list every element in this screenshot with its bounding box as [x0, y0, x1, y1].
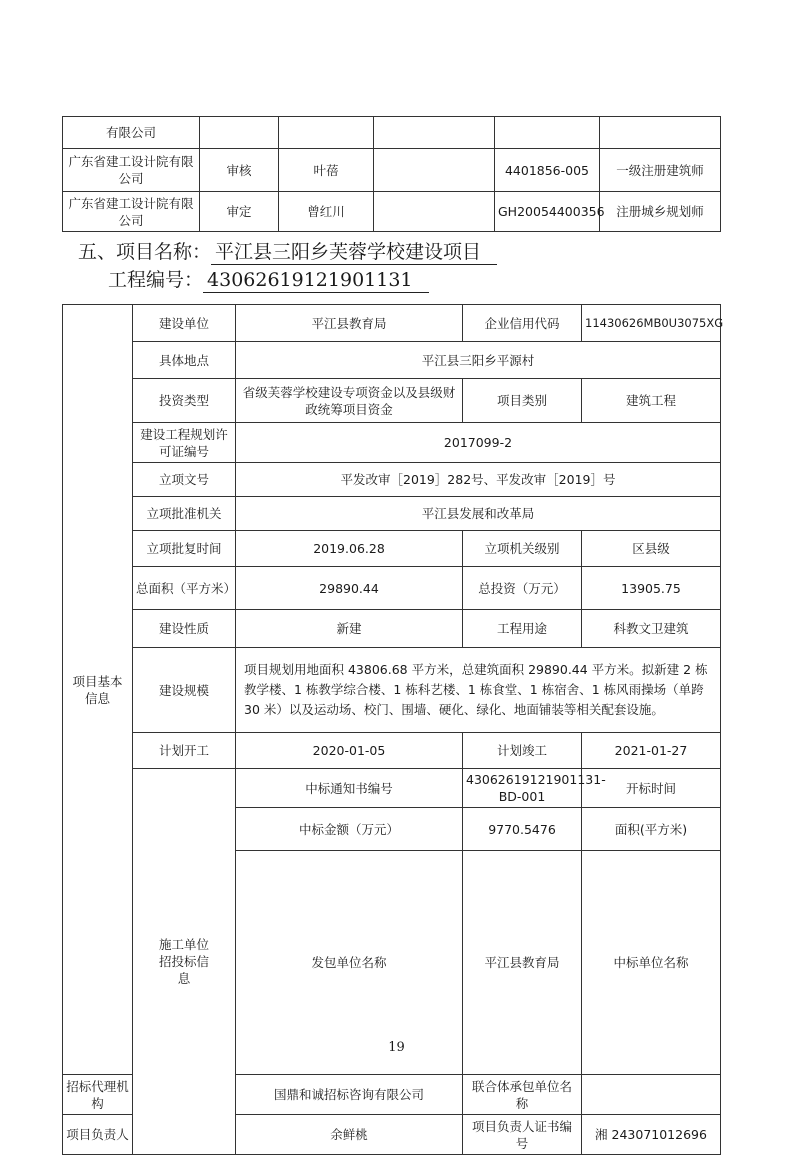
planned-completion-label: 计划竣工 — [463, 733, 582, 769]
area-label: 面积(平方米) — [582, 808, 721, 851]
table-row — [63, 342, 721, 379]
project-code-value: 43062619121901131 — [203, 268, 429, 293]
name-cell — [279, 117, 374, 149]
planned-completion-value: 2021-01-27 — [582, 733, 721, 769]
approval-doc-value: 平发改审［2019］282号、平发改审［2019］号 — [236, 463, 721, 497]
nature-label: 建设性质 — [133, 610, 236, 648]
qualification-cell: 注册城乡规划师 — [600, 192, 721, 232]
table-row — [63, 567, 721, 610]
table-row — [63, 379, 721, 423]
company-cell: 有限公司 — [63, 117, 200, 149]
table-row — [63, 733, 721, 769]
blank-cell — [374, 149, 495, 192]
cert-cell — [495, 117, 600, 149]
manager-cert-label: 项目负责人证书编号 — [463, 1115, 582, 1155]
bidding-section-text: 施工单位招投标信息 — [158, 937, 209, 986]
project-info-table — [62, 304, 724, 1155]
consortium-label: 联合体承包单位名称 — [463, 1075, 582, 1115]
name-cell: 曾红川 — [279, 192, 374, 232]
authority-level-value: 区县级 — [582, 531, 721, 567]
manager-label: 项目负责人 — [63, 1115, 133, 1155]
table-row — [63, 531, 721, 567]
approval-date-value: 2019.06.28 — [236, 531, 463, 567]
approval-authority-value: 平江县发展和改革局 — [236, 497, 721, 531]
purpose-value: 科教文卫建筑 — [582, 610, 721, 648]
total-area-label: 总面积（平方米） — [133, 567, 236, 610]
location-label: 具体地点 — [133, 342, 236, 379]
bid-open-label: 开标时间 — [582, 769, 721, 808]
table-row — [63, 610, 721, 648]
project-name-heading — [78, 240, 497, 265]
construction-unit-value: 平江县教育局 — [236, 305, 463, 342]
location-value: 平江县三阳乡平源村 — [236, 342, 721, 379]
winning-unit-label: 中标单位名称 — [582, 851, 721, 1075]
manager-value: 余鲜桃 — [236, 1115, 463, 1155]
credit-code-label: 企业信用代码 — [463, 305, 582, 342]
contracting-unit-label: 发包单位名称 — [236, 851, 463, 1075]
project-name-label: 五、项目名称： — [78, 241, 212, 263]
table-row — [63, 423, 721, 463]
table-row — [63, 117, 721, 149]
total-investment-label: 总投资（万元） — [463, 567, 582, 610]
permit-label: 建设工程规划许可证编号 — [133, 423, 236, 463]
bid-amount-label: 中标金额（万元） — [236, 808, 463, 851]
contracting-unit-value: 平江县教育局 — [463, 851, 582, 1075]
table-row — [63, 497, 721, 531]
authority-level-label: 立项机关级别 — [463, 531, 582, 567]
qualification-cell: 一级注册建筑师 — [600, 149, 721, 192]
manager-cert-value: 湘 243071012696 — [582, 1115, 721, 1155]
total-area-value: 29890.44 — [236, 567, 463, 610]
approval-doc-label: 立项文号 — [133, 463, 236, 497]
bidding-section-label — [133, 769, 236, 1155]
table-row — [63, 648, 721, 733]
project-code-label: 工程编号： — [108, 269, 204, 291]
scale-value: 项目规划用地面积 43806.68 平方米，总建筑面积 29890.44 平方米。拟新建 2 栋教学楼、1 栋教学综合楼、1 栋科艺楼、1 栋食堂、1 栋宿舍、1 栋风雨操场（单跨 30 米）以及运动场、校门、围墙、硬化、绿化、地面铺装等相关配套设施。 — [236, 648, 721, 733]
role-cell: 审定 — [200, 192, 279, 232]
purpose-label: 工程用途 — [463, 610, 582, 648]
table-row — [63, 769, 721, 808]
project-code-heading — [108, 268, 429, 293]
page-number: 19 — [388, 1040, 405, 1055]
blank-cell — [374, 192, 495, 232]
approval-date-label: 立项批复时间 — [133, 531, 236, 567]
consortium-value — [582, 1075, 721, 1115]
table-row — [63, 149, 721, 192]
name-cell: 叶蓓 — [279, 149, 374, 192]
project-name-value: 平江县三阳乡芙蓉学校建设项目 — [211, 240, 497, 265]
project-category-label: 项目类别 — [463, 379, 582, 423]
investment-type-value: 省级芙蓉学校建设专项资金以及县级财政统筹项目资金 — [236, 379, 463, 423]
personnel-table — [62, 116, 721, 232]
planned-start-value: 2020-01-05 — [236, 733, 463, 769]
nature-value: 新建 — [236, 610, 463, 648]
qualification-cell — [600, 117, 721, 149]
permit-value: 2017099-2 — [236, 423, 721, 463]
role-cell — [200, 117, 279, 149]
table-row — [63, 463, 721, 497]
credit-code-value: 11430626MB0U3075XG — [582, 305, 721, 342]
agency-label: 招标代理机构 — [63, 1075, 133, 1115]
company-cell: 广东省建工设计院有限公司 — [63, 149, 200, 192]
notice-no-label: 中标通知书编号 — [236, 769, 463, 808]
table-row — [63, 192, 721, 232]
bid-amount-value: 9770.5476 — [463, 808, 582, 851]
basic-info-section-label — [63, 305, 133, 1075]
notice-no-value: 43062619121901131-BD-001 — [463, 769, 582, 808]
table-row — [63, 305, 721, 342]
project-category-value: 建筑工程 — [582, 379, 721, 423]
basic-info-section-text: 项目基本信息 — [72, 673, 123, 706]
cert-cell: 4401856-005 — [495, 149, 600, 192]
investment-type-label: 投资类型 — [133, 379, 236, 423]
blank-cell — [374, 117, 495, 149]
planned-start-label: 计划开工 — [133, 733, 236, 769]
total-investment-value: 13905.75 — [582, 567, 721, 610]
approval-authority-label: 立项批准机关 — [133, 497, 236, 531]
role-cell: 审核 — [200, 149, 279, 192]
scale-label: 建设规模 — [133, 648, 236, 733]
agency-value: 国鼎和诚招标咨询有限公司 — [236, 1075, 463, 1115]
cert-cell: GH20054400356 — [495, 192, 600, 232]
construction-unit-label: 建设单位 — [133, 305, 236, 342]
company-cell: 广东省建工设计院有限公司 — [63, 192, 200, 232]
